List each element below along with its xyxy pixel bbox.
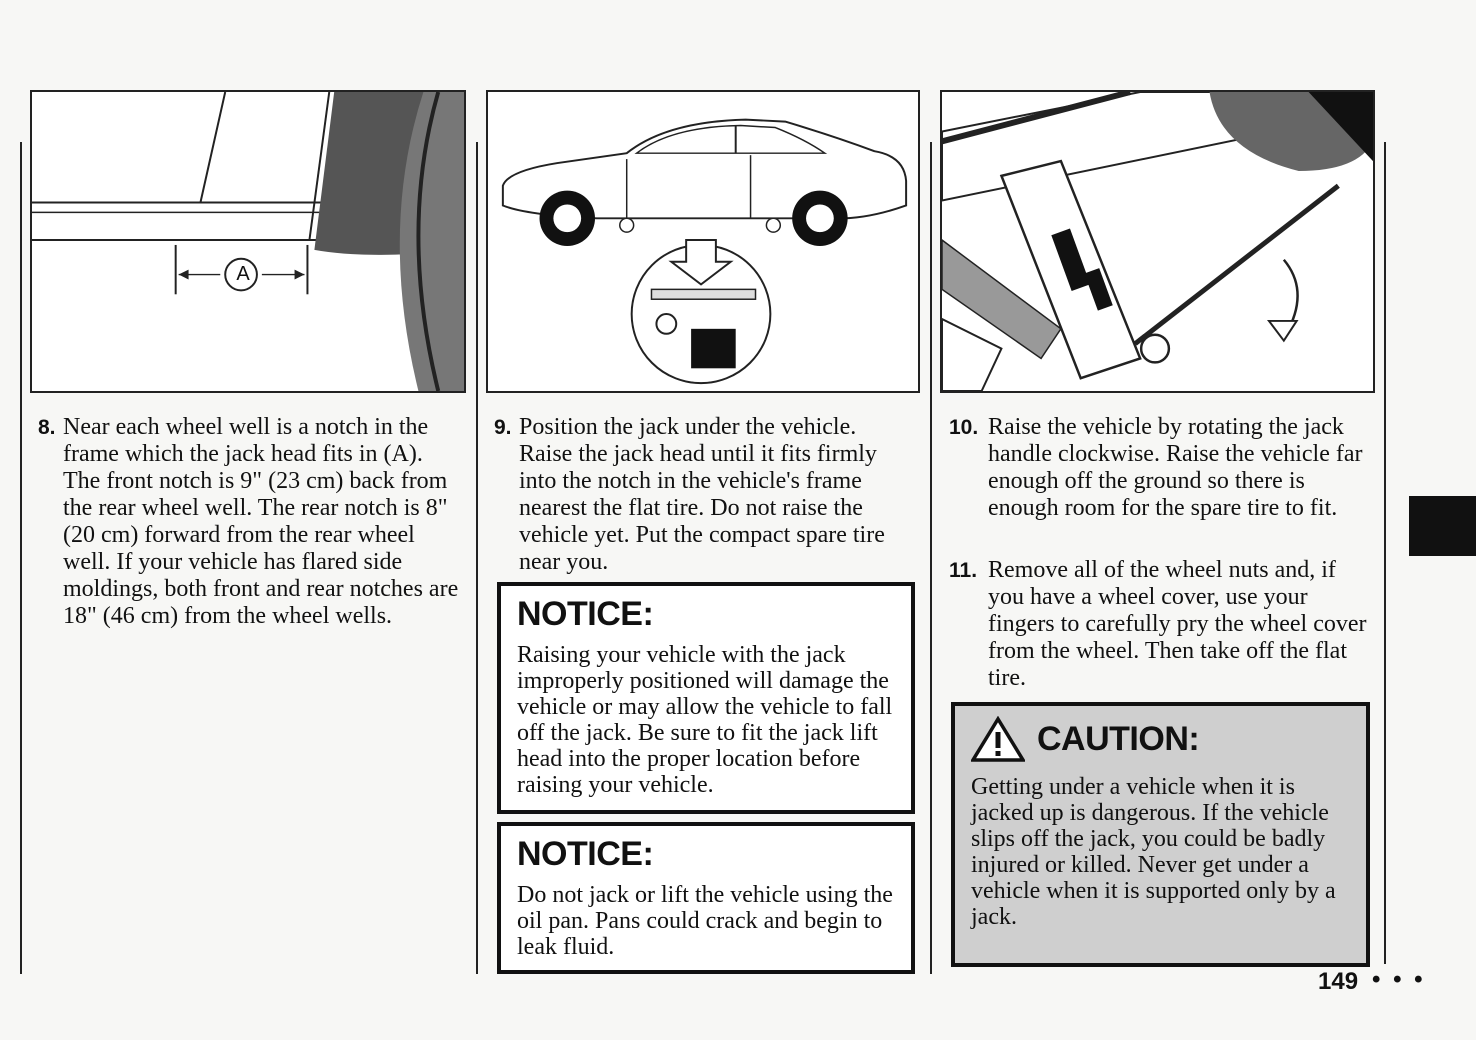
page-dots: • • • (1372, 966, 1426, 993)
figure-wheel-well-notch (30, 90, 466, 393)
step-number: 8. (38, 416, 56, 439)
notice-box-jack-position (497, 582, 915, 814)
step-9 (494, 414, 914, 576)
step-number: 11. (949, 559, 978, 582)
notice-text: Raising your vehicle with the jack improperly positioned will damage the vehicle or may allow the vehicle to fall off the jack. Be sure to fit the jack lift head into the proper location before raising your vehicle. (517, 642, 893, 798)
column-rule-mid2 (930, 142, 932, 974)
step-number: 10. (949, 416, 979, 439)
step-number: 9. (494, 416, 512, 439)
column-rule-right (1384, 142, 1386, 964)
notice-text: Do not jack or lift the vehicle using the oil pan. Pans could crack and begin to leak fluid. (517, 882, 893, 960)
notice-title: NOTICE: (517, 595, 654, 633)
notice-title: NOTICE: (517, 835, 654, 873)
step-10 (949, 414, 1374, 522)
warning-triangle-icon (971, 716, 1025, 762)
step-text: Remove all of the wheel nuts and, if you have a wheel cover, use your fingers to carefully pry the wheel cover from the wheel. Then take off the flat tire. (988, 557, 1367, 691)
caution-heading (971, 716, 1350, 762)
column-rule-mid1 (476, 142, 478, 974)
step-text: Raise the vehicle by rotating the jack handle clockwise. Raise the vehicle far enough off the ground so there is enough room for the spare tire to fit. (988, 414, 1363, 521)
step-11 (949, 557, 1374, 692)
column-rule-left (20, 142, 22, 974)
figure-jack-handle (940, 90, 1375, 393)
callout-a-label: A (236, 263, 250, 285)
page-number: 149 (1318, 968, 1359, 995)
step-text: Near each wheel well is a notch in the frame which the jack head fits in (A). The front notch is 9" (23 cm) back from the rear wheel well. The rear notch is 8" (20 cm) forward from the rear wheel well. If your vehicle has flared side moldings, both front and rear notches are 18" (46 cm) from the wheel wells. (63, 414, 459, 629)
caution-text: Getting under a vehicle when it is jacked up is dangerous. If the vehicle slips off the jack, you could be badly injured or killed. Never get under a vehicle when it is supported only by a jack. (971, 774, 1336, 930)
notice-box-oil-pan (497, 822, 915, 974)
step-text: Position the jack under the vehicle. Raise the jack head until it fits firmly into the notch in the vehicle's frame nearest the flat tire. Do not raise the vehicle yet. Put the compact spare tire near you. (519, 414, 885, 575)
figure-car-side-view (486, 90, 920, 393)
section-tab-marker (1409, 496, 1476, 556)
caution-box (951, 702, 1370, 967)
step-8 (38, 414, 463, 630)
caution-title: CAUTION: (1037, 720, 1200, 758)
